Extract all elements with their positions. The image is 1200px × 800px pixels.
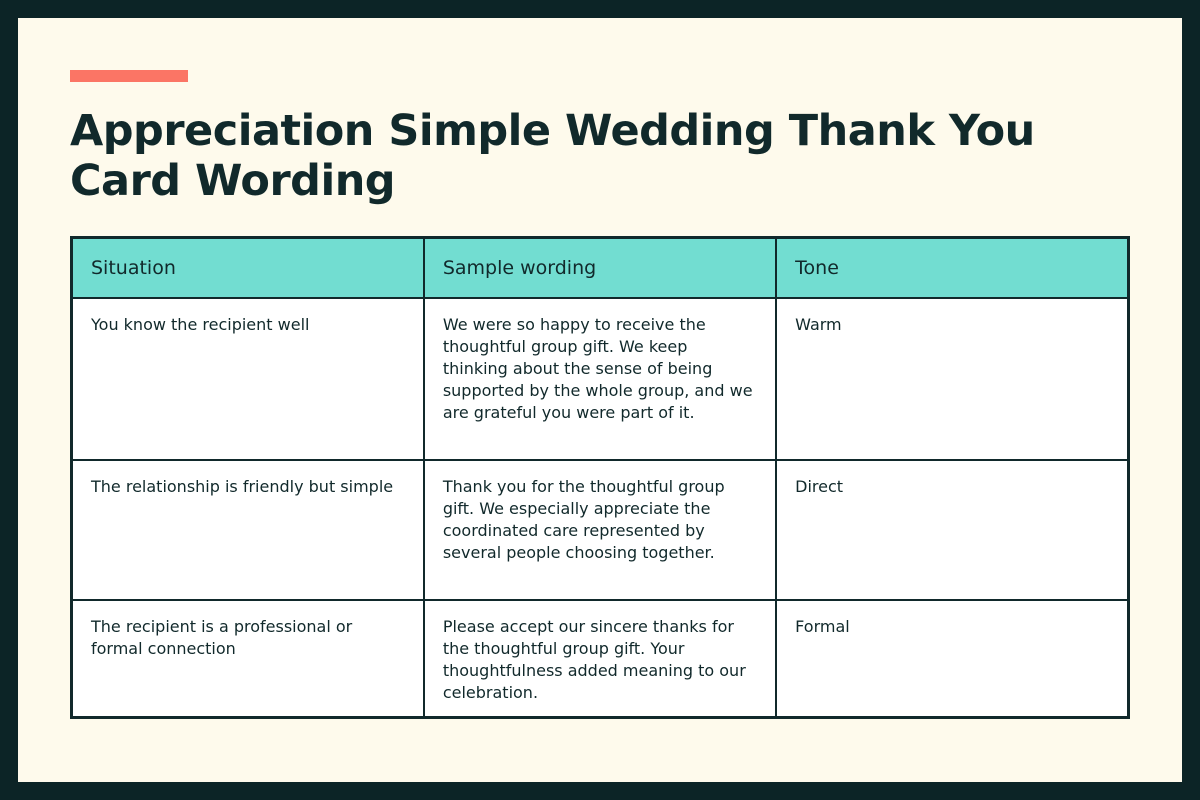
header-situation: Situation: [72, 238, 424, 298]
wording-table: [70, 236, 1130, 719]
cell-wording: We were so happy to receive the thoughtful group gift. We keep thinking about the sense of being supported by the whole group, and we are grateful you were part of it.: [424, 298, 776, 460]
cell-wording: Thank you for the thoughtful group gift. We especially appreciate the coordinated care represented by several people choosing together.: [424, 460, 776, 600]
table-row: [72, 460, 1129, 600]
cell-wording: Please accept our sincere thanks for the thoughtful group gift. Your thoughtfulness added meaning to our celebration.: [424, 600, 776, 718]
header-sample-wording: Sample wording: [424, 238, 776, 298]
page-title: Appreciation Simple Wedding Thank You Card Wording: [70, 106, 1035, 206]
cell-situation: The relationship is friendly but simple: [72, 460, 424, 600]
accent-bar: [70, 70, 188, 82]
cell-situation: You know the recipient well: [72, 298, 424, 460]
table-row: [72, 600, 1129, 718]
header-tone: Tone: [776, 238, 1128, 298]
cell-tone: Direct: [776, 460, 1128, 600]
table-row: [72, 298, 1129, 460]
card: [18, 18, 1182, 782]
cell-tone: Warm: [776, 298, 1128, 460]
cell-situation: The recipient is a professional or formal connection: [72, 600, 424, 718]
table-header-row: [72, 238, 1129, 298]
cell-tone: Formal: [776, 600, 1128, 718]
